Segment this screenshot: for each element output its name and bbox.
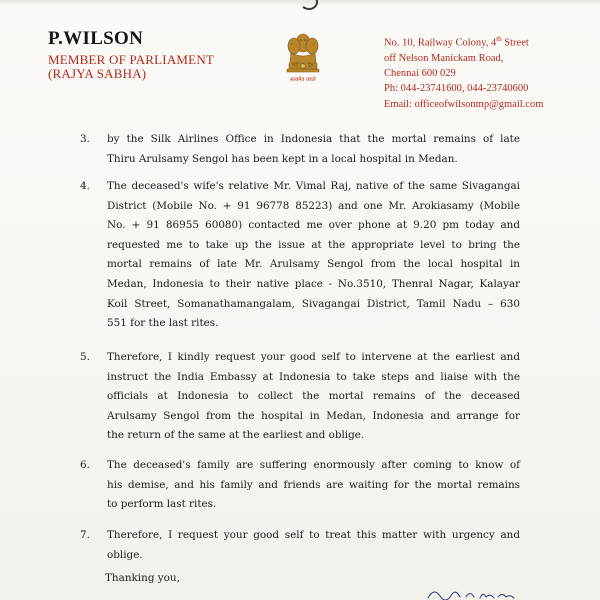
signature-scrawl (426, 585, 516, 600)
address-email: Email: officeofwilsonmp@gmail.com (384, 98, 544, 110)
paragraph-number: 5. (80, 351, 90, 363)
address-line-3: Chennai 600 029 (384, 68, 456, 80)
paragraph-5 (80, 348, 520, 446)
mp-name: P.WILSON (48, 28, 144, 49)
paragraph-line: to perform last rites. (107, 498, 217, 511)
paragraph-line: the return of the same at the earliest and oblige. (107, 429, 365, 442)
paragraph-line: Therefore, I kindly request your good self to intervene at the earliest and (107, 351, 520, 363)
closing-salutation: Thanking you, (105, 572, 180, 584)
signature-fragment-top (300, 0, 318, 10)
address-phone: Ph: 044-23741600, 044-23740600 (384, 83, 529, 95)
paragraph-line: The deceased's wife's relative Mr. Vimal Raj, native of the same Sivagangai (107, 180, 520, 192)
emblem-motto: सत्यमेव जयते (290, 77, 316, 83)
state-emblem-icon (281, 29, 325, 105)
paragraph-line: Arulsamy Sengol from the hospital in Medan, Indonesia and arrange for (107, 409, 520, 422)
letterhead-address (384, 32, 543, 112)
paragraph-line: by the Silk Airlines Office in Indonesia that the mortal remains of late (107, 133, 520, 145)
paragraph-4 (80, 177, 520, 334)
paragraph-7 (80, 526, 520, 565)
paragraph-line: The deceased's family are suffering enormously after coming to know of (107, 459, 520, 471)
paragraph-line: District (Mobile No. + 91 96778 85223) and one Mr. Arokiasamy (Mobile (107, 199, 520, 212)
mp-title: MEMBER OF PARLIAMENT (48, 52, 215, 67)
address-line-2: off Nelson Manickam Road, (384, 52, 504, 64)
paragraph-line: No. + 91 86955 60080) contacted me over phone at 9.20 pm today and (107, 219, 520, 232)
paragraph-line: Koil Street, Somanathamangalam, Sivagangai District, Tamil Nadu – 630 (107, 297, 520, 310)
paragraph-number: 4. (80, 180, 90, 192)
paragraph-line: instruct the India Embassy at Indonesia to take steps and liaise with the (107, 370, 520, 383)
paragraph-6 (80, 456, 520, 515)
paragraph-line: mortal remains of late Mr. Arulsamy Sengol from the local hospital in (107, 258, 520, 271)
address-line-1: No. 10, Railway Colony, 4th Street (384, 35, 529, 49)
paragraph-line: Thiru Arulsamy Sengol has been kept in a local hospital in Medan. (107, 152, 458, 165)
paragraph-line: requested me to take up the issue at the appropriate level to bring the (107, 238, 520, 251)
paragraph-line: his demise, and his family and friends are waiting for the mortal remains (107, 478, 520, 491)
paragraph-3 (80, 130, 520, 169)
paragraph-line: Medan, Indonesia to their native place - No.3510, Thenral Nagar, Kalayar (107, 277, 520, 290)
mp-house: (RAJYA SABHA) (48, 66, 147, 81)
paragraph-number: 6. (80, 459, 90, 471)
paragraph-number: 3. (80, 133, 90, 145)
paragraph-number: 7. (80, 529, 90, 541)
paragraph-line: oblige. (107, 548, 143, 561)
paragraph-line: officials at Indonesia to collect the mortal remains of the deceased (107, 390, 520, 403)
paragraph-line: 551 for the last rites. (107, 317, 219, 330)
paragraph-line: Therefore, I request your good self to treat this matter with urgency and (107, 529, 520, 541)
